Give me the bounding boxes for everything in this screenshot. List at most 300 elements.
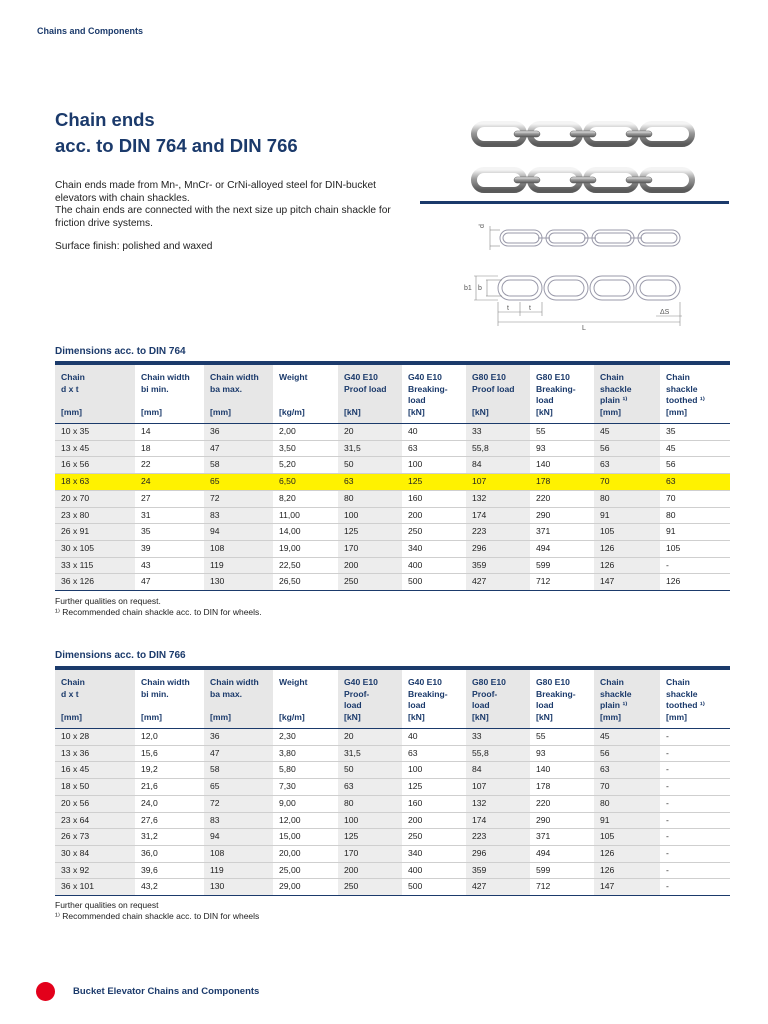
- din764-header-label: ba max.: [210, 383, 243, 394]
- din766-cell: 13 x 36: [55, 745, 135, 762]
- din766-cell: -: [660, 795, 730, 812]
- din764-header-label: Chain: [666, 372, 690, 382]
- din764-note-2: ¹⁾ Recommended chain shackle acc. to DIN for wheels.: [55, 607, 262, 617]
- din764-table: [55, 365, 730, 591]
- din764-cell: 91: [594, 507, 660, 524]
- din766-table-row: [55, 862, 730, 879]
- din766-cell: 63: [338, 779, 402, 796]
- din764-header-label: Chain: [600, 372, 624, 382]
- din764-cell: 45: [594, 424, 660, 441]
- din766-cell: 15,6: [135, 745, 204, 762]
- din766-header-label: d x t: [61, 688, 79, 699]
- din766-cell: 5,80: [273, 762, 338, 779]
- din764-cell: 80: [660, 507, 730, 524]
- din766-header-label: Chain width: [210, 677, 259, 687]
- din766-table-row: [55, 845, 730, 862]
- din764-header-label: Weight: [279, 372, 308, 382]
- din766-cell: 15,00: [273, 829, 338, 846]
- din764-cell: 107: [466, 474, 530, 491]
- diagram-label-b1: b1: [464, 285, 472, 292]
- diagram-label-b: b: [478, 285, 482, 292]
- din764-header-unit: [kN]: [344, 406, 361, 417]
- din766-cell: 494: [530, 845, 594, 862]
- din766-cell: 2,30: [273, 729, 338, 746]
- din764-table-row: [55, 574, 730, 591]
- din766-table-row: [55, 795, 730, 812]
- din764-cell: 30 x 105: [55, 540, 135, 557]
- din764-header-label: [61, 395, 135, 407]
- din766-cell: 16 x 45: [55, 762, 135, 779]
- din764-cell: 5,20: [273, 457, 338, 474]
- din766-column-header: [55, 670, 135, 729]
- din764-cell: 250: [402, 524, 466, 541]
- din766-header: [55, 670, 730, 729]
- din764-header-unit: [kg/m]: [279, 406, 305, 417]
- din764-table-row: [55, 424, 730, 441]
- din764-column-header: [594, 365, 660, 424]
- din766-cell: 108: [204, 845, 273, 862]
- din764-cell: 20: [338, 424, 402, 441]
- din764-column-header: [660, 365, 730, 424]
- din766-cell: 91: [594, 812, 660, 829]
- din766-cell: 23 x 64: [55, 812, 135, 829]
- din764-column-header: [135, 365, 204, 424]
- din764-cell: 174: [466, 507, 530, 524]
- din766-cell: -: [660, 812, 730, 829]
- din764-table-row: [55, 474, 730, 491]
- din766-cell: 19,2: [135, 762, 204, 779]
- din764-cell: 160: [402, 490, 466, 507]
- din766-cell: 43,2: [135, 879, 204, 896]
- din764-header-label: Proof load: [344, 383, 387, 394]
- din764-cell: 20 x 70: [55, 490, 135, 507]
- din766-header-label: [210, 700, 273, 712]
- din764-header-label: G80 E10: [536, 372, 570, 382]
- din764-cell: 83: [204, 507, 273, 524]
- din764-cell: 132: [466, 490, 530, 507]
- din766-cell: 250: [402, 829, 466, 846]
- din764-cell: 80: [338, 490, 402, 507]
- din764-cell: 47: [204, 440, 273, 457]
- din766-header-unit: [kN]: [472, 711, 489, 722]
- din766-header-label: load: [536, 700, 554, 710]
- din764-cell: 36 x 126: [55, 574, 135, 591]
- din764-cell: 200: [402, 507, 466, 524]
- din764-cell: 712: [530, 574, 594, 591]
- din764-cell: 500: [402, 574, 466, 591]
- din766-cell: 223: [466, 829, 530, 846]
- din766-cell: 63: [594, 762, 660, 779]
- din764-cell: 31,5: [338, 440, 402, 457]
- din766-header-label: load: [408, 700, 426, 710]
- din766-cell: 55,8: [466, 745, 530, 762]
- din764-column-header: [273, 365, 338, 424]
- diagram-label-t-1: t: [507, 305, 509, 312]
- din766-header-label: G40 E10: [344, 677, 378, 687]
- din764-table-row: [55, 524, 730, 541]
- din764-cell: 58: [204, 457, 273, 474]
- din764-cell: 178: [530, 474, 594, 491]
- din764-cell: 31: [135, 507, 204, 524]
- din766-table-row: [55, 879, 730, 896]
- din764-cell: 100: [338, 507, 402, 524]
- din766-header-label: plain ¹⁾: [600, 700, 628, 710]
- din766-cell: 107: [466, 779, 530, 796]
- din764-header-unit: [kN]: [536, 406, 553, 417]
- din764-cell: 63: [660, 474, 730, 491]
- din766-cell: 31,5: [338, 745, 402, 762]
- din766-table-row: [55, 779, 730, 796]
- page-title-line-1: Chain ends: [55, 109, 155, 130]
- din766-cell: -: [660, 729, 730, 746]
- din764-table-row: [55, 440, 730, 457]
- din766-table: [55, 670, 730, 896]
- din764-cell: 50: [338, 457, 402, 474]
- din764-cell: 84: [466, 457, 530, 474]
- din764-header-label: [210, 395, 273, 407]
- page-title-line-2: acc. to DIN 764 and DIN 766: [55, 135, 298, 156]
- din764-column-header: [402, 365, 466, 424]
- din764-header-label: Chain width: [141, 372, 190, 382]
- din764-cell: 126: [594, 540, 660, 557]
- din764-header-label: bi min.: [141, 383, 169, 394]
- din764-cell: 22: [135, 457, 204, 474]
- din764-cell: 19,00: [273, 540, 338, 557]
- din764-header-label: G40 E10: [408, 372, 442, 382]
- din764-cell: 47: [135, 574, 204, 591]
- din766-cell: -: [660, 862, 730, 879]
- din766-header-unit: [kg/m]: [279, 711, 305, 722]
- din766-column-header: [273, 670, 338, 729]
- din766-cell: 70: [594, 779, 660, 796]
- din766-cell: 83: [204, 812, 273, 829]
- din766-heading: Dimensions acc. to DIN 766: [55, 650, 186, 661]
- din766-header-label: Breaking-: [408, 688, 448, 699]
- din764-cell: 14,00: [273, 524, 338, 541]
- din766-cell: 132: [466, 795, 530, 812]
- din766-cell: 359: [466, 862, 530, 879]
- din764-table-row: [55, 457, 730, 474]
- din766-cell: 130: [204, 879, 273, 896]
- din764-header-unit: [mm]: [666, 406, 688, 417]
- din766-cell: 250: [338, 879, 402, 896]
- din764-cell: 72: [204, 490, 273, 507]
- din766-header-label: G80 E10: [472, 677, 506, 687]
- din764-header-label: G40 E10: [344, 372, 378, 382]
- din766-cell: 47: [204, 745, 273, 762]
- din766-cell: 24,0: [135, 795, 204, 812]
- din764-cell: 220: [530, 490, 594, 507]
- din766-cell: 140: [530, 762, 594, 779]
- din764-cell: 125: [338, 524, 402, 541]
- intro-paragraph-3: Surface finish: polished and waxed: [55, 241, 213, 253]
- din764-table-wrap: [55, 361, 730, 591]
- din766-cell: 27,6: [135, 812, 204, 829]
- din764-cell: 200: [338, 557, 402, 574]
- din766-cell: 20 x 56: [55, 795, 135, 812]
- din766-cell: 10 x 28: [55, 729, 135, 746]
- din766-cell: 39,6: [135, 862, 204, 879]
- diagram-label-t-2: t: [529, 305, 531, 312]
- din764-cell: 125: [402, 474, 466, 491]
- din766-header-unit: [mm]: [210, 711, 232, 722]
- din766-header-label: shackle: [600, 688, 632, 699]
- din764-table-row: [55, 557, 730, 574]
- din766-cell: 93: [530, 745, 594, 762]
- din764-cell: 18: [135, 440, 204, 457]
- din766-cell: 105: [594, 829, 660, 846]
- din766-cell: 58: [204, 762, 273, 779]
- din764-header-label: [279, 395, 338, 407]
- din766-cell: 9,00: [273, 795, 338, 812]
- din766-cell: 63: [402, 745, 466, 762]
- din766-cell: 100: [402, 762, 466, 779]
- din764-cell: 170: [338, 540, 402, 557]
- din764-cell: 105: [660, 540, 730, 557]
- din766-cell: 80: [338, 795, 402, 812]
- din766-cell: 599: [530, 862, 594, 879]
- din766-header-label: Proof-: [344, 688, 370, 699]
- din764-header-label: G80 E10: [472, 372, 506, 382]
- din766-cell: 125: [402, 779, 466, 796]
- chain-dimension-diagram: [460, 212, 690, 338]
- din766-cell: 36 x 101: [55, 879, 135, 896]
- din764-cell: 80: [594, 490, 660, 507]
- din764-cell: 23 x 80: [55, 507, 135, 524]
- din766-cell: 33 x 92: [55, 862, 135, 879]
- din764-cell: 39: [135, 540, 204, 557]
- din766-cell: 36,0: [135, 845, 204, 862]
- din764-cell: 223: [466, 524, 530, 541]
- din764-cell: 24: [135, 474, 204, 491]
- din766-cell: 119: [204, 862, 273, 879]
- din766-header-unit: [kN]: [344, 711, 361, 722]
- din764-cell: -: [660, 557, 730, 574]
- din764-cell: 371: [530, 524, 594, 541]
- photo-rule: [420, 201, 729, 204]
- din766-cell: -: [660, 779, 730, 796]
- din766-cell: 126: [594, 845, 660, 862]
- din764-body: [55, 424, 730, 591]
- din766-header-label: [141, 700, 204, 712]
- din766-column-header: [338, 670, 402, 729]
- din764-cell: 140: [530, 457, 594, 474]
- din766-column-header: [135, 670, 204, 729]
- din764-cell: 33 x 115: [55, 557, 135, 574]
- din764-cell: 91: [660, 524, 730, 541]
- din764-cell: 26 x 91: [55, 524, 135, 541]
- din766-header-label: bi min.: [141, 688, 169, 699]
- din766-cell: 33: [466, 729, 530, 746]
- din766-cell: 84: [466, 762, 530, 779]
- din766-cell: 12,00: [273, 812, 338, 829]
- din766-table-row: [55, 812, 730, 829]
- din764-cell: 16 x 56: [55, 457, 135, 474]
- din766-cell: -: [660, 745, 730, 762]
- din764-cell: 11,00: [273, 507, 338, 524]
- din764-heading: Dimensions acc. to DIN 764: [55, 346, 186, 357]
- din764-cell: 35: [135, 524, 204, 541]
- din766-cell: 3,80: [273, 745, 338, 762]
- din766-header-unit: [kN]: [536, 711, 553, 722]
- din766-header-label: toothed ¹⁾: [666, 700, 705, 710]
- din764-column-header: [204, 365, 273, 424]
- din764-cell: 70: [660, 490, 730, 507]
- din766-cell: 36: [204, 729, 273, 746]
- din766-cell: 55: [530, 729, 594, 746]
- din764-cell: 108: [204, 540, 273, 557]
- din764-cell: 27: [135, 490, 204, 507]
- din766-cell: 7,30: [273, 779, 338, 796]
- diagram-label-l: L: [582, 325, 586, 332]
- header-tag: Chains and Components: [37, 26, 144, 36]
- din766-header-label: G40 E10: [408, 677, 442, 687]
- din766-cell: 147: [594, 879, 660, 896]
- din766-cell: 65: [204, 779, 273, 796]
- din764-header: [55, 365, 730, 424]
- din766-header-label: ba max.: [210, 688, 243, 699]
- din766-header-unit: [kN]: [408, 711, 425, 722]
- din764-cell: 147: [594, 574, 660, 591]
- din764-cell: 55: [530, 424, 594, 441]
- din764-cell: 18 x 63: [55, 474, 135, 491]
- din764-header-label: Proof load: [472, 383, 515, 394]
- din764-column-header: [466, 365, 530, 424]
- din764-header-label: shackle: [600, 383, 632, 394]
- din766-header-label: Chain width: [141, 677, 190, 687]
- din766-header-label: Chain: [61, 677, 85, 687]
- din764-cell: 63: [338, 474, 402, 491]
- din766-header-label: Breaking-: [536, 688, 576, 699]
- din766-table-row: [55, 762, 730, 779]
- din764-header-label: load: [536, 395, 554, 405]
- din766-cell: 296: [466, 845, 530, 862]
- diagram-label-delta-s: ΔS: [660, 309, 670, 316]
- din766-cell: 174: [466, 812, 530, 829]
- din764-header-unit: [mm]: [61, 406, 83, 417]
- din764-cell: 10 x 35: [55, 424, 135, 441]
- din766-cell: 290: [530, 812, 594, 829]
- din766-cell: 340: [402, 845, 466, 862]
- din764-cell: 65: [204, 474, 273, 491]
- din766-cell: 45: [594, 729, 660, 746]
- din764-cell: 63: [402, 440, 466, 457]
- din766-header-label: [61, 700, 135, 712]
- din766-cell: 25,00: [273, 862, 338, 879]
- din764-cell: 105: [594, 524, 660, 541]
- din764-header-label: [344, 395, 402, 407]
- din766-cell: 500: [402, 879, 466, 896]
- din766-header-unit: [mm]: [61, 711, 83, 722]
- din766-header-label: load: [472, 700, 490, 710]
- chain-photo: [470, 118, 710, 202]
- din766-table-row: [55, 745, 730, 762]
- din764-header-label: load: [408, 395, 426, 405]
- din764-cell: 100: [402, 457, 466, 474]
- din764-cell: 70: [594, 474, 660, 491]
- din766-cell: 125: [338, 829, 402, 846]
- din764-cell: 13 x 45: [55, 440, 135, 457]
- din766-cell: 40: [402, 729, 466, 746]
- din766-header-label: Proof-: [472, 688, 498, 699]
- din766-cell: 712: [530, 879, 594, 896]
- din766-note-2: ¹⁾ Recommended chain shackle acc. to DIN for wheels: [55, 911, 260, 921]
- din764-cell: 55,8: [466, 440, 530, 457]
- din766-cell: 20: [338, 729, 402, 746]
- din764-cell: 359: [466, 557, 530, 574]
- din766-header-label: Weight: [279, 677, 308, 687]
- din766-cell: -: [660, 762, 730, 779]
- din764-cell: 43: [135, 557, 204, 574]
- din766-table-row: [55, 829, 730, 846]
- din764-cell: 400: [402, 557, 466, 574]
- din766-column-header: [204, 670, 273, 729]
- din766-notes: [55, 900, 259, 922]
- din766-header-label: Chain: [600, 677, 624, 687]
- din764-header-label: Chain: [61, 372, 85, 382]
- din764-column-header: [55, 365, 135, 424]
- din766-cell: 50: [338, 762, 402, 779]
- din764-header-unit: [kN]: [472, 406, 489, 417]
- din764-cell: 130: [204, 574, 273, 591]
- din764-cell: 599: [530, 557, 594, 574]
- din766-cell: 200: [338, 862, 402, 879]
- din766-cell: 178: [530, 779, 594, 796]
- intro-paragraph-1: Chain ends made from Mn-, MnCr- or CrNi-alloyed steel for DIN-bucket elevators with chain shackles.: [55, 180, 377, 204]
- din766-cell: 12,0: [135, 729, 204, 746]
- din766-header-label: [279, 700, 338, 712]
- din766-column-header: [594, 670, 660, 729]
- din766-header-label: G80 E10: [536, 677, 570, 687]
- din764-cell: 93: [530, 440, 594, 457]
- din764-header-label: shackle: [666, 383, 698, 394]
- din764-cell: 6,50: [273, 474, 338, 491]
- din764-cell: 3,50: [273, 440, 338, 457]
- din764-cell: 2,00: [273, 424, 338, 441]
- din764-cell: 56: [660, 457, 730, 474]
- din764-header-label: toothed ¹⁾: [666, 395, 705, 405]
- din766-column-header: [466, 670, 530, 729]
- din764-table-row: [55, 507, 730, 524]
- din766-table-wrap: [55, 666, 730, 896]
- din766-cell: 72: [204, 795, 273, 812]
- din766-body: [55, 729, 730, 896]
- din766-cell: 80: [594, 795, 660, 812]
- din764-column-header: [338, 365, 402, 424]
- din764-cell: 35: [660, 424, 730, 441]
- footer-text: Bucket Elevator Chains and Components: [73, 986, 260, 997]
- din766-header-label: load: [344, 700, 362, 710]
- intro-paragraph-2: The chain ends are connected with the next size up pitch chain shackle for friction drive systems.: [55, 205, 391, 229]
- din764-cell: 33: [466, 424, 530, 441]
- din766-cell: 200: [402, 812, 466, 829]
- din766-cell: 31,2: [135, 829, 204, 846]
- din764-note-1: Further qualities on request.: [55, 596, 161, 606]
- din766-header-unit: [mm]: [141, 711, 163, 722]
- din764-header-label: [141, 395, 204, 407]
- din764-column-header: [530, 365, 594, 424]
- din766-column-header: [660, 670, 730, 729]
- din766-cell: -: [660, 845, 730, 862]
- din766-cell: 400: [402, 862, 466, 879]
- din764-cell: 290: [530, 507, 594, 524]
- din766-cell: 30 x 84: [55, 845, 135, 862]
- din766-header-unit: [mm]: [600, 711, 622, 722]
- din764-cell: 40: [402, 424, 466, 441]
- din764-cell: 56: [594, 440, 660, 457]
- din764-header-label: Chain width: [210, 372, 259, 382]
- din766-cell: 126: [594, 862, 660, 879]
